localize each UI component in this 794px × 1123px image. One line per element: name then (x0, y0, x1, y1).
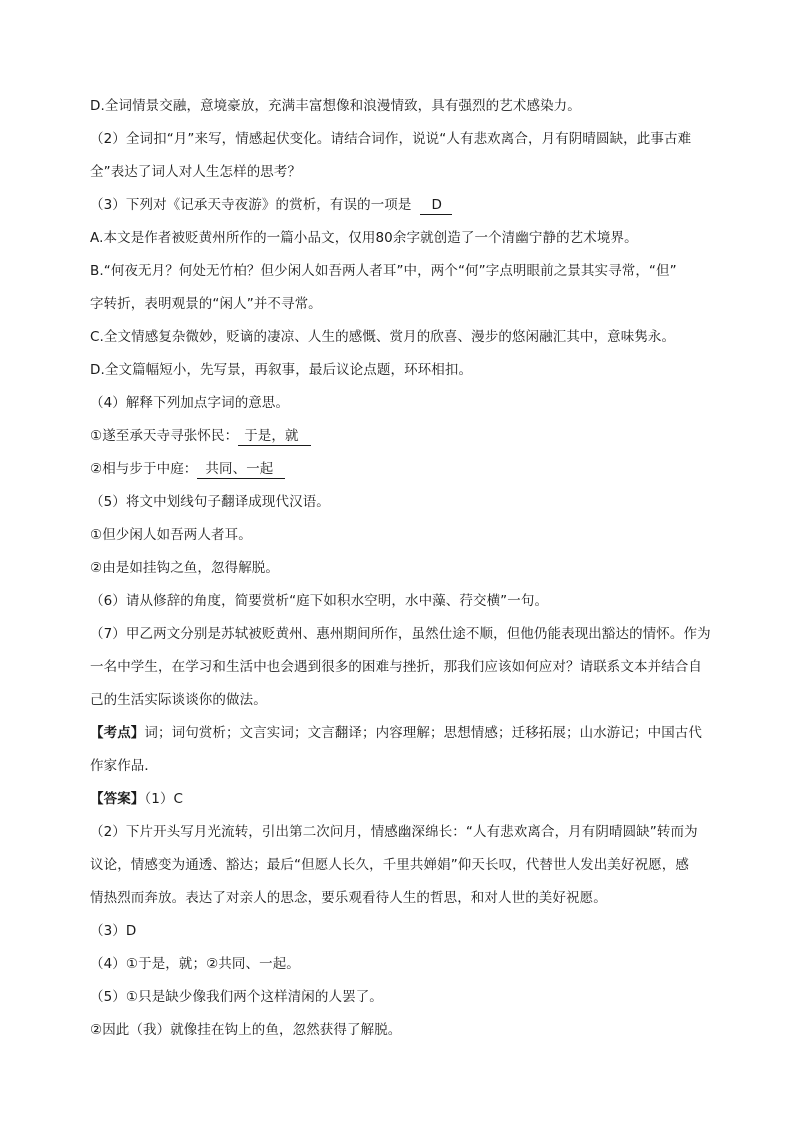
sub-item-2: ②由是如挂钩之鱼，忽得解脱。 (90, 560, 280, 576)
sub-item-1 (90, 426, 730, 459)
text-line: 一名中学生，在学习和生活中也会遇到很多的困难与挫折，那我们应该如何应对？请联系文本并结合自 (90, 659, 702, 675)
text-line: 字转折，表明观景的“闲人”并不寻常。 (90, 296, 322, 312)
sub-item-1: ①但少闲人如吾两人者耳。 (90, 527, 252, 543)
question-4: （4）解释下列加点字词的意思。 (90, 395, 290, 411)
document-page (90, 96, 730, 1053)
answer-blank: 于是，就 (238, 427, 310, 446)
topic-text: 词；词句赏析；文言实词；文言翻译；内容理解；思想情感；迁移拓展；山水游记；中国古代 (144, 725, 703, 741)
text-line: 作家作品． (90, 758, 158, 774)
option-d: D.全文篇幅短小，先写景，再叙事，最后议论点题，环环相扣。 (90, 362, 473, 378)
question-6: （6）请从修辞的角度，简要赏析“庭下如积水空明，水中藻、荇交横”一句。 (90, 593, 549, 609)
question-5: （5）将文中划线句子翻译成现代汉语。 (90, 494, 330, 510)
text-line: 议论，情感变为通透、豁达；最后“但愿人长久，千里共婵娟”仰天长叹，代替世人发出美好祝愿，感 (90, 857, 689, 873)
text-line: ②因此（我）就像挂在钩上的鱼，忽然获得了解脱。 (90, 1022, 402, 1038)
answer-line (90, 789, 730, 822)
answer-tag: 【答案】 (90, 791, 145, 807)
answer-blank: 共同、一起 (197, 460, 285, 479)
text-line: 情热烈而奔放。表达了对亲人的思念，要乐观看待人生的哲思，和对人世的美好祝愿。 (90, 890, 607, 906)
option-b: B.“何夜无月？何处无竹柏？但少闲人如吾两人者耳”中，两个“何”字点明眼前之景其实寻常，“但” (90, 263, 677, 279)
question-2: （2）全词扣“月”来写，情感起伏变化。请结合词作，说说“人有悲欢离合，月有阴晴圆缺，此事古难 (90, 131, 692, 147)
option-a: A.本文是作者被贬黄州所作的一篇小品文，仅用80余字就创造了一个清幽宁静的艺术境界。 (90, 230, 638, 246)
text-line: 己的生活实际谈谈你的做法。 (90, 692, 267, 708)
item-text: ①遂至承天寺寻张怀民： (90, 428, 239, 444)
item-text: ②相与步于中庭： (90, 461, 198, 477)
sub-item-2 (90, 459, 730, 492)
answer-5: （5）①只是缺少像我们两个这样清闲的人罢了。 (90, 989, 383, 1005)
answer-3: （3）D (90, 923, 137, 939)
topic-line (90, 723, 730, 756)
question-3 (90, 195, 730, 228)
text-line: 全”表达了词人对人生怎样的思考？ (90, 164, 302, 180)
option-c: C.全文情感复杂微妙，贬谪的凄凉、人生的感慨、赏月的欣喜、漫步的悠闲融汇其中，意味隽永。 (90, 329, 676, 345)
answer-text: （1）C (144, 791, 184, 807)
question-7: （7）甲乙两文分别是苏轼被贬黄州、惠州期间所作，虽然仕途不顺，但他仍能表现出豁达的情怀。作为 (90, 626, 711, 642)
answer-blank: D (420, 196, 453, 215)
text-line: D.全词情景交融，意境豪放，充满丰富想像和浪漫情致，具有强烈的艺术感染力。 (90, 98, 581, 114)
question-text: （3）下列对《记承天寺夜游》的赏析，有误的一项是 (90, 197, 412, 213)
answer-2: （2）下片开头写月光流转，引出第二次问月，情感幽深绵长：“人有悲欢离合，月有阴晴圆缺”转而为 (90, 824, 698, 840)
topic-tag: 【考点】 (90, 725, 145, 741)
answer-4: （4）①于是，就；②共同、一起。 (90, 956, 300, 972)
